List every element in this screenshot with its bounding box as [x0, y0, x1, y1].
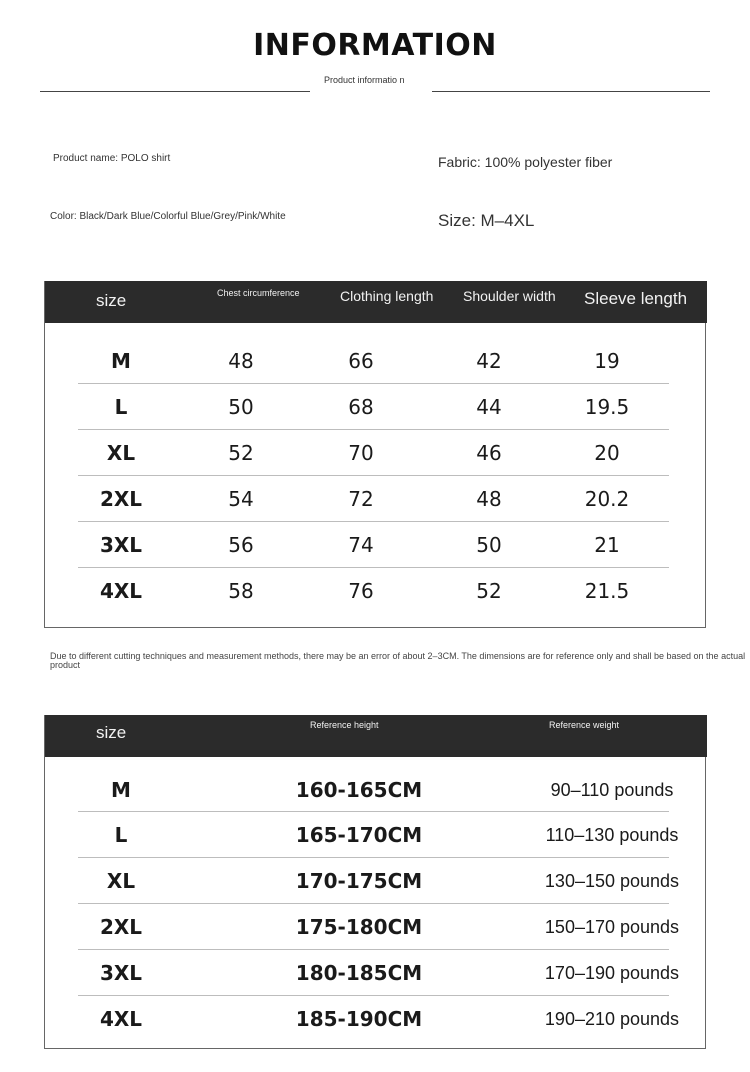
size-cell: 2XL — [99, 487, 143, 511]
header-size: size — [96, 723, 127, 742]
shoulder-cell: 50 — [476, 533, 502, 557]
header-size: size — [96, 291, 127, 310]
header-weight: Reference weight — [549, 720, 620, 730]
size-table-header — [45, 281, 707, 323]
color-info: Color: Black/Dark Blue/Colorful Blue/Grey/Pink/White — [50, 211, 286, 222]
header-sleeve: Sleeve length — [584, 289, 688, 308]
table-row — [45, 430, 707, 476]
header-height: Reference height — [310, 720, 379, 730]
sleeve-cell: 20.2 — [584, 487, 630, 511]
chest-cell: 58 — [228, 579, 254, 603]
chest-cell: 54 — [228, 487, 254, 511]
size-cell: 4XL — [99, 579, 143, 603]
measurement-note: Due to different cutting techniques and measurement methods, there may be an error of about 2–3CM. The dimensions are for reference only and shall be based on the actual product — [50, 651, 746, 670]
reference-table — [44, 715, 706, 1049]
weight-cell: 110–130 pounds — [545, 825, 679, 845]
table-row — [45, 384, 707, 430]
product-name: Product name: POLO shirt — [53, 153, 171, 164]
chest-cell: 50 — [228, 395, 254, 419]
length-cell: 74 — [348, 533, 374, 557]
table-row — [45, 338, 707, 384]
length-cell: 76 — [348, 579, 374, 603]
size-cell: L — [114, 823, 128, 847]
sleeve-cell: 19 — [594, 349, 620, 373]
table-row — [45, 522, 707, 568]
size-cell: 2XL — [99, 915, 143, 939]
weight-cell: 130–150 pounds — [544, 871, 680, 891]
table-row — [45, 858, 707, 904]
chest-cell: 48 — [228, 349, 254, 373]
table-row — [45, 904, 707, 950]
size-cell: 3XL — [99, 961, 143, 985]
chest-cell: 52 — [228, 441, 254, 465]
weight-cell: 90–110 pounds — [550, 780, 674, 800]
header-length: Clothing length — [340, 288, 434, 304]
size-range-info: Size: M–4XL — [438, 211, 535, 230]
height-cell: 165-170CM — [295, 823, 423, 847]
shoulder-cell: 44 — [476, 395, 502, 419]
page-subtitle: Product informatio n — [324, 75, 405, 85]
header-divider-right — [432, 91, 710, 92]
height-cell: 180-185CM — [295, 961, 423, 985]
shoulder-cell: 52 — [476, 579, 502, 603]
sleeve-cell: 20 — [594, 441, 620, 465]
size-cell: XL — [106, 869, 136, 893]
fabric-info: Fabric: 100% polyester fiber — [438, 154, 613, 170]
height-cell: 170-175CM — [295, 869, 423, 893]
size-table — [44, 281, 706, 628]
shoulder-cell: 48 — [476, 487, 502, 511]
length-cell: 72 — [348, 487, 374, 511]
size-cell: M — [111, 349, 131, 373]
weight-cell: 150–170 pounds — [544, 917, 680, 937]
height-cell: 160-165CM — [295, 778, 423, 802]
sleeve-cell: 21.5 — [584, 579, 630, 603]
height-cell: 185-190CM — [295, 1007, 423, 1031]
shoulder-cell: 46 — [476, 441, 502, 465]
table-row — [45, 767, 707, 813]
shoulder-cell: 42 — [476, 349, 502, 373]
reference-table-header — [45, 715, 707, 757]
header-chest: Chest circumference — [217, 288, 300, 298]
size-cell: M — [111, 778, 131, 802]
size-cell: L — [114, 395, 128, 419]
table-row — [45, 996, 707, 1042]
size-cell: XL — [106, 441, 136, 465]
sleeve-cell: 21 — [594, 533, 620, 557]
sleeve-cell: 19.5 — [584, 395, 630, 419]
page-title: INFORMATION — [253, 28, 497, 63]
header-shoulder: Shoulder width — [463, 288, 556, 304]
header-divider-left — [40, 91, 310, 92]
weight-cell: 170–190 pounds — [544, 963, 680, 983]
height-cell: 175-180CM — [295, 915, 423, 939]
length-cell: 68 — [348, 395, 374, 419]
chest-cell: 56 — [228, 533, 254, 557]
weight-cell: 190–210 pounds — [544, 1009, 680, 1029]
table-row — [45, 568, 707, 614]
size-cell: 4XL — [99, 1007, 143, 1031]
table-row — [45, 476, 707, 522]
length-cell: 66 — [348, 349, 374, 373]
table-row — [45, 812, 707, 858]
table-row — [45, 950, 707, 996]
length-cell: 70 — [348, 441, 374, 465]
size-cell: 3XL — [99, 533, 143, 557]
